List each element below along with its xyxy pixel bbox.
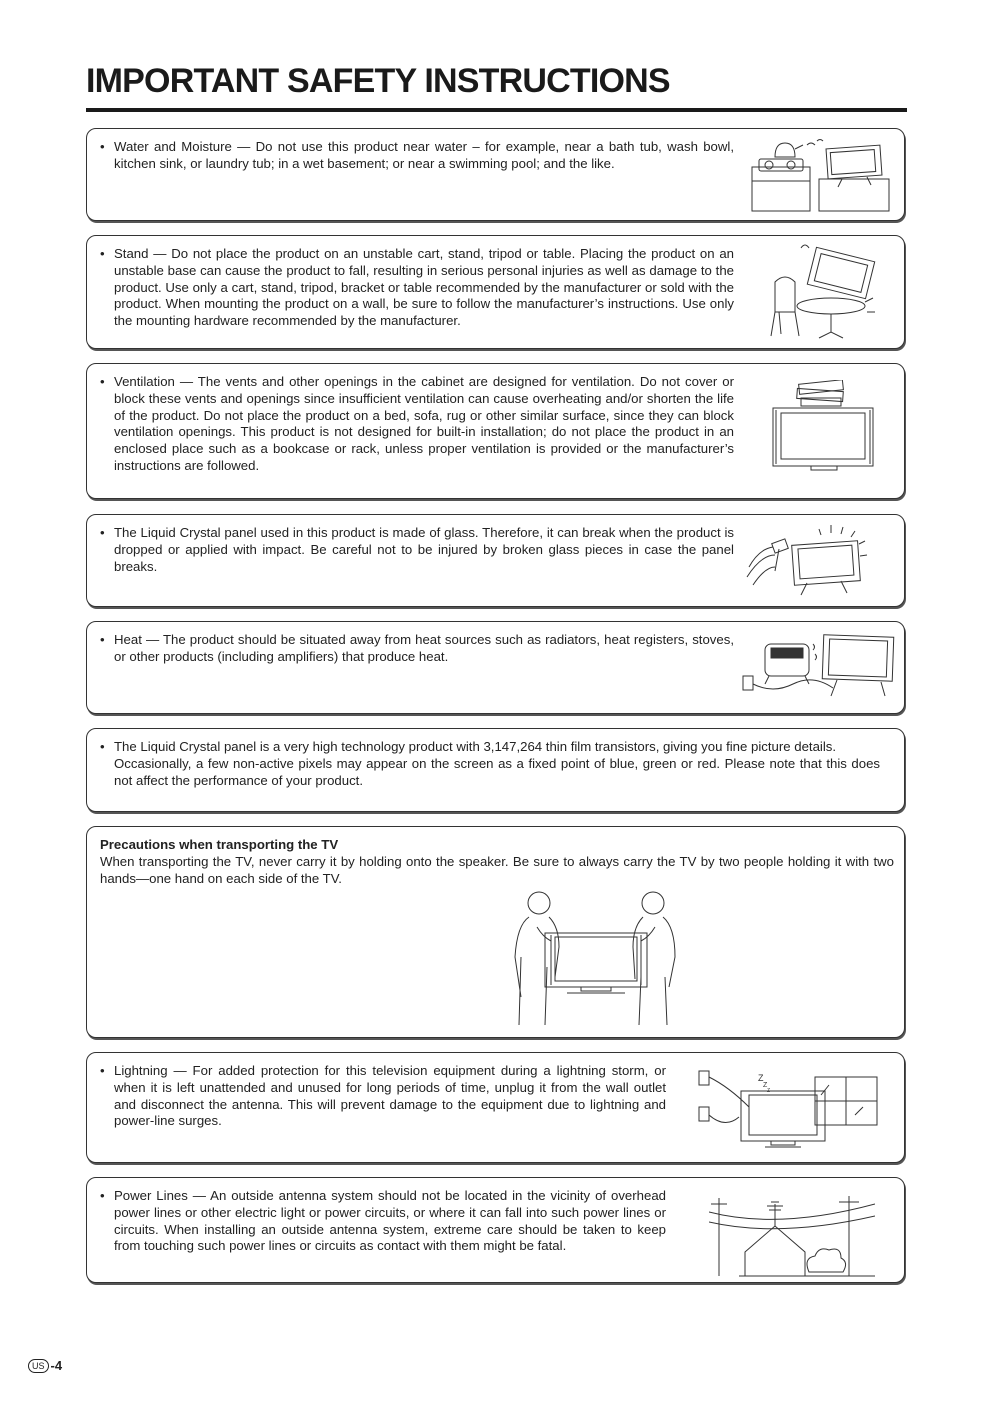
stand-box bbox=[86, 235, 905, 349]
heat-illustration bbox=[739, 630, 899, 706]
power-lines-illustration bbox=[709, 1192, 875, 1278]
glass-panel-item bbox=[100, 525, 734, 575]
lightning-box bbox=[86, 1052, 905, 1163]
glass-panel-text: The Liquid Crystal panel used in this product is made of glass. Therefore, it can break when the product is dropped or applied with impact. Be careful not to be injured by broken glass pieces in case the panel breaks. bbox=[114, 525, 734, 574]
pixels-item bbox=[100, 739, 880, 789]
precautions-body: When transporting the TV, never carry it by holding onto the speaker. Be sure to always carry the TV by two people holding it with two hands—one hand on each side of the TV. bbox=[100, 854, 894, 886]
precautions-box bbox=[86, 826, 905, 1038]
stand-text: Stand — Do not place the product on an unstable cart, stand, tripod or table. Placing the product on an unstable base can cause the product to fall, resulting in serious personal injuries as well as damage to the product. Use only a cart, stand, tripod, bracket or table recommended by the manufacturer or sold with the product. When mounting the product on a wall, be sure to follow the manufacturer’s instructions. Use only the mounting hardware recommended by the manufacturer. bbox=[114, 246, 734, 329]
stand-item bbox=[100, 246, 734, 330]
pixels-box bbox=[86, 728, 905, 812]
transport-illustration bbox=[507, 887, 687, 1029]
water-moisture-text: Water and Moisture — Do not use this product near water – for example, near a bath tub, wash bowl, kitchen sink, or laundry tub; in a wet basement; or near a swimming pool; and the like. bbox=[114, 139, 734, 171]
bullet: • bbox=[100, 525, 105, 540]
sleep-z-3: Z bbox=[767, 1088, 771, 1094]
bullet: • bbox=[100, 374, 105, 389]
stand-illustration bbox=[761, 242, 881, 342]
heat-box bbox=[86, 621, 905, 714]
ventilation-box bbox=[86, 363, 905, 499]
page-footer bbox=[28, 1358, 62, 1373]
water-moisture-illustration bbox=[747, 137, 897, 213]
bullet: • bbox=[100, 1188, 105, 1203]
bullet: • bbox=[100, 1063, 105, 1078]
water-moisture-item bbox=[100, 139, 734, 173]
ventilation-text: Ventilation — The vents and other openings in the cabinet are designed for ventilation. Do not cover or block these vents and openings since insufficient ventilation can cause overheating and/or shorten the life of the product. Do not place the product on a bed, sofa, rug or other similar surface, since they can block ventilation openings. This product is not designed for built-in installation; do not place the product in an enclosed place such as a bookcase or rack, unless proper ventilation is provided or the manufacturer’s instructions are followed. bbox=[114, 374, 734, 473]
water-moisture-box bbox=[86, 128, 905, 221]
bullet: • bbox=[100, 139, 105, 154]
power-lines-box bbox=[86, 1177, 905, 1283]
page-title: IMPORTANT SAFETY INSTRUCTIONS bbox=[86, 62, 670, 100]
glass-panel-box bbox=[86, 514, 905, 607]
sleep-z-2: Z bbox=[763, 1082, 768, 1089]
glass-panel-illustration bbox=[741, 521, 877, 601]
bullet: • bbox=[100, 739, 105, 754]
ventilation-item bbox=[100, 374, 734, 475]
lightning-item bbox=[100, 1063, 666, 1130]
page-number: -4 bbox=[50, 1358, 63, 1373]
power-lines-text: Power Lines — An outside antenna system should not be located in the vicinity of overhead power lines or other electric light or power circuits, or where it can fall into such power lines or circuits. When installing an outside antenna system, extreme care should be taken to keep from touching such power lines or circuits as contact with them might be fatal. bbox=[114, 1188, 666, 1254]
ventilation-illustration bbox=[771, 380, 881, 478]
lightning-illustration bbox=[695, 1065, 881, 1151]
heat-text: Heat — The product should be situated away from heat sources such as radiators, heat registers, stoves, or other products (including amplifiers) that produce heat. bbox=[114, 632, 734, 664]
bullet: • bbox=[100, 246, 105, 261]
region-badge: US bbox=[28, 1359, 49, 1373]
title-rule bbox=[86, 108, 907, 112]
precautions-heading: Precautions when transporting the TV bbox=[100, 837, 339, 852]
bullet: • bbox=[100, 632, 105, 647]
heat-item bbox=[100, 632, 734, 666]
pixels-text-2: Occasionally, a few non-active pixels may appear on the screen as a fixed point of blue, green or red. Please note that this does not affect the performance of your product. bbox=[114, 755, 880, 788]
pixels-text: The Liquid Crystal panel is a very high technology product with 3,147,264 thin film transistors, giving you fine picture details. bbox=[114, 739, 837, 754]
power-lines-item bbox=[100, 1188, 666, 1255]
lightning-text: Lightning — For added protection for this television equipment during a lightning storm, or when it is left unattended and unused for long periods of time, unplug it from the wall outlet and disconnect the antenna. This will prevent damage to the equipment due to lightning and power-line surges. bbox=[114, 1063, 666, 1129]
sleep-z-1: Z bbox=[758, 1073, 764, 1083]
